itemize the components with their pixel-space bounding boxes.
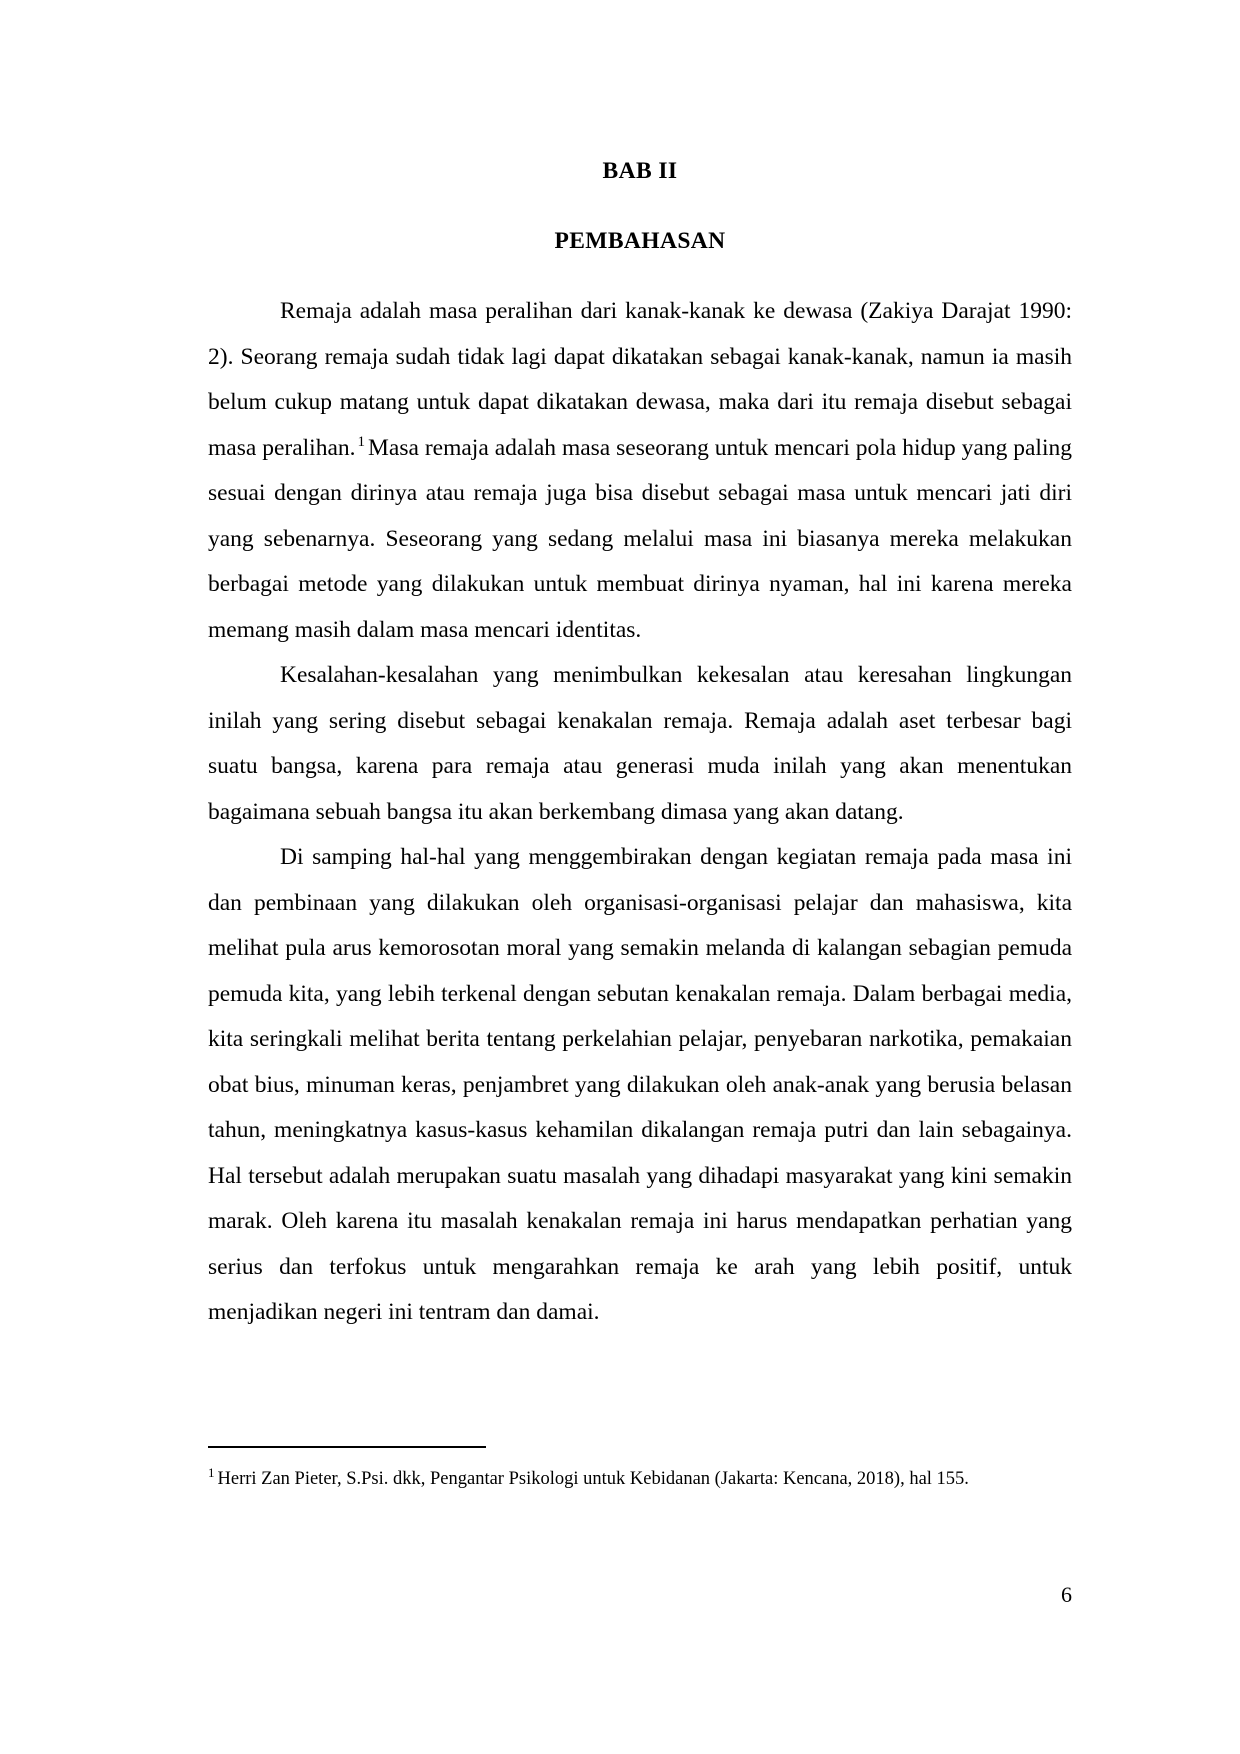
paragraph-1-text-before-footnote: Remaja adalah masa peralihan dari kanak-kanak ke dewasa (Zakiya Darajat 1990: 2). Seorang remaja sudah tidak lagi dapat dikatakan sebagai kanak-kanak, namun ia masih belum cukup matang untuk dapat dikatakan dewasa, maka dari itu remaja disebut sebagai masa peralihan. (208, 298, 1072, 461)
footnote-separator-rule (208, 1446, 486, 1448)
footnote-area (208, 1446, 1072, 1494)
footnote-citation-text: Herri Zan Pieter, S.Psi. dkk, Pengantar Psikologi untuk Kebidanan (Jakarta: Kencana, 2018), hal 155. (217, 1469, 969, 1489)
footnote-reference-marker[interactable]: 1 (357, 433, 366, 450)
section-heading: PEMBAHASAN (554, 227, 726, 254)
paragraph-1-text-after-footnote: Masa remaja adalah masa seseorang untuk mencari pola hidup yang paling sesuai dengan dirinya atau remaja juga bisa disebut sebagai masa untuk mencari jati diri yang sebenarnya. Seseorang yang sedang melalui masa ini biasanya mereka melakukan berbagai metode yang dilakukan untuk membuat dirinya nyaman, hal ini karena mereka memang masih dalam masa mencari identitas. (208, 434, 1072, 643)
paragraph-2: Kesalahan-kesalahan yang menimbulkan kekesalan atau keresahan lingkungan inilah yang sering disebut sebagai kenakalan remaja. Remaja adalah aset terbesar bagi suatu bangsa, karena para remaja atau generasi muda inilah yang akan menentukan bagaimana sebuah bangsa itu akan berkembang dimasa yang akan datang. (208, 662, 1072, 825)
page-number: 6 (1061, 1582, 1072, 1607)
footnote-number: 1 (208, 1464, 215, 1480)
paragraph-3: Di samping hal-hal yang menggembirakan dengan kegiatan remaja pada masa ini dan pembinaan yang dilakukan oleh organisasi-organisasi pelajar dan mahasiswa, kita melihat pula arus kemorosotan moral yang semakin melanda di kalangan sebagian pemuda pemuda kita, yang lebih terkenal dengan sebutan kenakalan remaja. Dalam berbagai media, kita seringkali melihat berita tentang perkelahian pelajar, penyebaran narkotika, pemakaian obat bius, minuman keras, penjambret yang dilakukan oleh anak-anak yang berusia belasan tahun, meningkatnya kasus-kasus kehamilan dikalangan remaja putri dan lain sebagainya. Hal tersebut adalah merupakan suatu masalah yang dihadapi masyarakat yang kini semakin marak. Oleh karena itu masalah kenakalan remaja ini harus mendapatkan perhatian yang serius dan terfokus untuk mengarahkan remaja ke arah yang lebih positif, untuk menjadikan negeri ini tentram dan damai. (208, 844, 1072, 1325)
chapter-heading: BAB II (602, 158, 678, 184)
body-text-block (208, 289, 1072, 1336)
paragraph-1 (208, 289, 1072, 653)
footnote-entry (208, 1464, 1072, 1494)
